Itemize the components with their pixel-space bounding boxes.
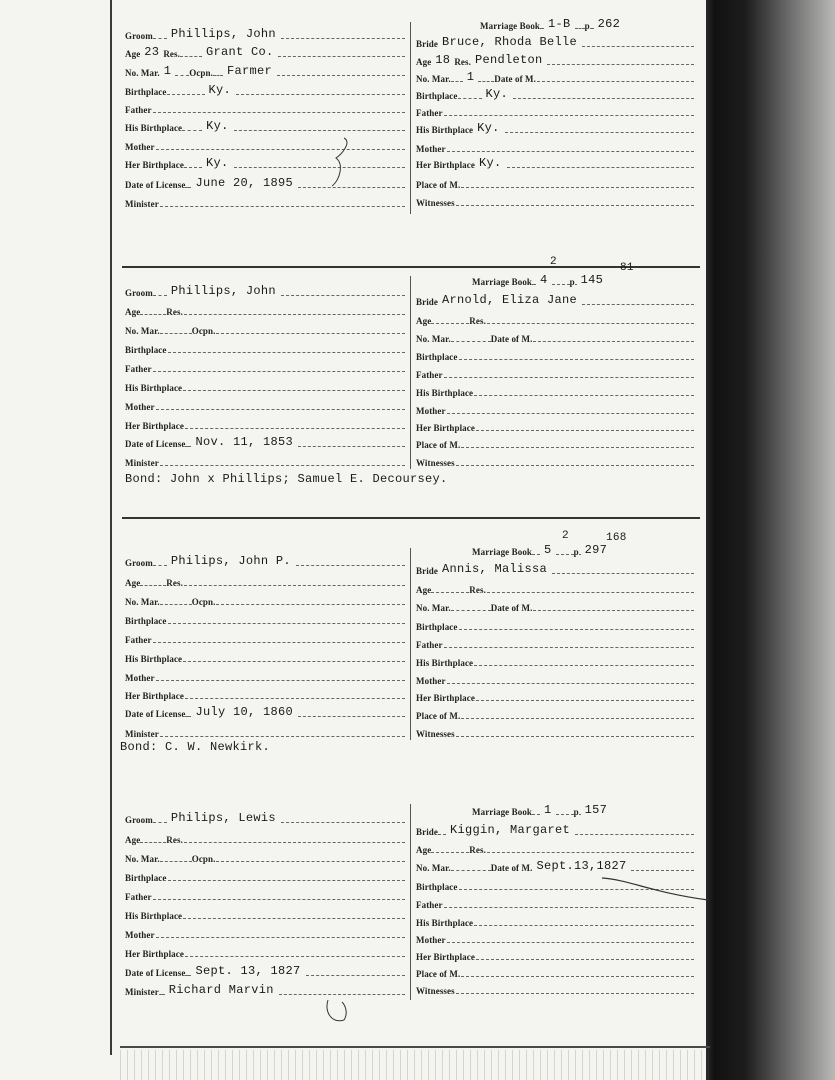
bride-her-birthplace-field: Her Birthplace Ky.: [416, 157, 694, 171]
ink-loop-mark: [322, 996, 352, 1026]
bride-name: Kiggin, Margaret: [450, 823, 571, 837]
groom-field: Groom Phillips, John: [125, 28, 405, 42]
bride-birthplace-field: Birthplace Ky.: [416, 88, 694, 102]
bride-no-mar-field: No. Mar. Date of M.: [416, 331, 694, 345]
his-birthplace-field: His Birthplace Ky.: [125, 120, 405, 134]
mother-field: Mother: [125, 927, 405, 941]
pen-stroke-mark: [600, 870, 710, 910]
bottom-rule: [120, 1046, 710, 1048]
witnesses-field: Witnesses: [416, 455, 694, 469]
pen-bracket-mark: [322, 134, 362, 224]
bride-birthplace-field: Birthplace: [416, 879, 694, 893]
bride-name: Bruce, Rhoda Belle: [442, 35, 578, 49]
no-mar-ocpn-field: No. Mar. Ocpn.: [125, 594, 405, 608]
witnesses-field: Witnesses: [416, 726, 694, 740]
date-of-license-field: Date of License June 20, 1895: [125, 177, 405, 191]
bride-birthplace-field: Birthplace: [416, 619, 694, 633]
bride-mother-field: Mother: [416, 403, 694, 417]
bride-father-field: Father: [416, 897, 694, 911]
place-of-m-field: Place of M.: [416, 966, 694, 980]
groom-residence: Grant Co.: [205, 45, 274, 59]
bride-age-res-field: Age 18 Res. Pendleton: [416, 54, 694, 68]
age-res-field: Age Res.: [125, 304, 405, 318]
bride-her-birthplace-field: Her Birthplace: [416, 420, 694, 434]
marriage-book-page-upper: 168: [606, 532, 627, 544]
page-edge-shadow: [706, 0, 835, 1080]
column-divider: [410, 804, 411, 1000]
father-field: Father: [125, 361, 405, 375]
bride-field: Bride Arnold, Eliza Jane: [416, 294, 694, 308]
her-birthplace-field: Her Birthplace: [125, 418, 405, 432]
bride-age-res-field: Age Res.: [416, 842, 694, 856]
groom-age: 23: [144, 45, 160, 59]
birthplace-field: Birthplace: [125, 613, 405, 627]
bride-field: Bride Bruce, Rhoda Belle: [416, 36, 694, 50]
license-date: July 10, 1860: [195, 705, 293, 719]
father-field: Father: [125, 102, 405, 116]
bride-name: Arnold, Eliza Jane: [442, 293, 578, 307]
bride-no-mar-field: No. Mar. 1 Date of M.: [416, 71, 694, 85]
bride-residence: Pendleton: [474, 53, 543, 67]
witnesses-field: Witnesses: [416, 195, 694, 209]
marriage-book-number: 1-B: [548, 17, 571, 31]
bride-his-birthplace-field: His Birthplace: [416, 385, 694, 399]
father-field: Father: [125, 889, 405, 903]
his-birthplace-field: His Birthplace: [125, 651, 405, 665]
bride-father-field: Father: [416, 367, 694, 381]
father-field: Father: [125, 632, 405, 646]
no-mar-ocpn-field: No. Mar. 1 Ocpn. Farmer: [125, 65, 405, 79]
place-of-m-field: Place of M.: [416, 177, 694, 191]
bride-father-field: Father: [416, 105, 694, 119]
place-of-m-field: Place of M.: [416, 437, 694, 451]
bride-no-mar: 1: [466, 70, 475, 84]
mother-field: Mother: [125, 139, 405, 153]
groom-name: Phillips, John: [170, 284, 276, 298]
marriage-book-page: 157: [584, 803, 608, 817]
marriage-book-number: 5: [544, 543, 552, 557]
marriage-book-page: 145: [580, 273, 604, 287]
bride-his-birthplace-field: His Birthplace: [416, 915, 694, 929]
bride-birthplace: Ky.: [485, 87, 509, 101]
minister-field: Minister: [125, 196, 405, 210]
bride-his-birthplace-field: His Birthplace Ky.: [416, 122, 694, 136]
minister-field: Minister: [125, 455, 405, 469]
license-date: June 20, 1895: [195, 176, 293, 190]
date-of-license-field: Date of License Nov. 11, 1853: [125, 436, 405, 450]
mother-field: Mother: [125, 670, 405, 684]
date-of-license-field: Date of License Sept. 13, 1827: [125, 965, 405, 979]
minister-field: Minister: [125, 726, 405, 740]
bride-age: 18: [435, 53, 451, 67]
marriage-book-number-upper: 2: [550, 256, 557, 268]
marriage-book-page: 297: [584, 543, 608, 557]
her-birthplace-field: Her Birthplace: [125, 946, 405, 960]
groom-field: Groom Phillips, John: [125, 285, 405, 299]
groom-field: Groom Philips, Lewis: [125, 812, 405, 826]
bride-no-mar-field: No. Mar. Date of M. Sept.13,1827: [416, 860, 694, 874]
license-date: Sept. 13, 1827: [195, 964, 301, 978]
bond-note: Bond: John x Phillips; Samuel E. Decoursey.: [125, 472, 448, 486]
father-birthplace: Ky.: [206, 119, 229, 133]
his-birthplace-field: His Birthplace: [125, 380, 405, 394]
no-mar-ocpn-field: No. Mar. Ocpn.: [125, 851, 405, 865]
bride-father-birthplace: Ky.: [477, 121, 500, 135]
bride-name: Annis, Malissa: [442, 562, 548, 576]
bride-her-birthplace-field: Her Birthplace: [416, 690, 694, 704]
marriage-book-page: 262: [597, 17, 621, 31]
witnesses-field: Witnesses: [416, 983, 694, 997]
bride-field: Bride Annis, Malissa: [416, 563, 694, 577]
column-divider: [410, 276, 411, 469]
mother-field: Mother: [125, 399, 405, 413]
marriage-book-field: Marriage Book 5 p 297: [472, 544, 658, 558]
marriage-book-number: 4: [540, 273, 548, 287]
minister-name: Richard Marvin: [168, 983, 274, 997]
her-birthplace-field: Her Birthplace: [125, 688, 405, 702]
card-divider-1: [122, 266, 700, 268]
groom-name: Philips, Lewis: [170, 811, 276, 825]
marriage-book-number-upper: 2: [562, 530, 569, 542]
groom-birthplace: Ky.: [208, 83, 232, 97]
groom-name: Phillips, John: [170, 27, 276, 41]
marriage-book-page-upper: 81: [620, 262, 634, 274]
bride-father-field: Father: [416, 637, 694, 651]
age-res-field: Age 23 Res. Grant Co.: [125, 46, 405, 60]
card-divider-2: [122, 517, 700, 519]
bride-his-birthplace-field: His Birthplace: [416, 655, 694, 669]
bride-mother-field: Mother: [416, 932, 694, 946]
bride-no-mar-field: No. Mar. Date of M.: [416, 600, 694, 614]
bond-note: Bond: C. W. Newkirk.: [120, 740, 271, 754]
mother-birthplace: Ky.: [205, 156, 229, 170]
groom-occupation: Farmer: [227, 64, 273, 78]
bride-birthplace-field: Birthplace: [416, 349, 694, 363]
bride-mother-birthplace: Ky.: [478, 156, 502, 170]
place-of-m-field: Place of M.: [416, 708, 694, 722]
left-margin-rule: [110, 0, 112, 1055]
marriage-book-field: Marriage Book 1 p 157: [472, 804, 658, 818]
marriage-book-field: Marriage Book 1-B p 262: [480, 18, 660, 32]
birthplace-field: Birthplace Ky.: [125, 84, 405, 98]
bride-age-res-field: Age Res.: [416, 582, 694, 596]
birthplace-field: Birthplace: [125, 342, 405, 356]
bride-date-of-marriage: Sept.13,1827: [536, 859, 627, 873]
marriage-book-number: 1: [544, 803, 552, 817]
his-birthplace-field: His Birthplace: [125, 908, 405, 922]
column-divider: [410, 548, 411, 740]
groom-name: Philips, John P.: [170, 554, 291, 568]
groom-no-mar: 1: [163, 64, 172, 78]
bride-mother-field: Mother: [416, 141, 694, 155]
bride-age-res-field: Age Res.: [416, 313, 694, 327]
no-mar-ocpn-field: No. Mar. Ocpn.: [125, 323, 405, 337]
age-res-field: Age Res.: [125, 575, 405, 589]
groom-field: Groom Philips, John P.: [125, 555, 405, 569]
bride-field: Bride Kiggin, Margaret: [416, 824, 694, 838]
bride-her-birthplace-field: Her Birthplace: [416, 949, 694, 963]
license-date: Nov. 11, 1853: [195, 435, 293, 449]
birthplace-field: Birthplace: [125, 870, 405, 884]
her-birthplace-field: Her Birthplace Ky.: [125, 157, 405, 171]
bride-mother-field: Mother: [416, 673, 694, 687]
minister-field: Minister Richard Marvin: [125, 984, 405, 998]
date-of-license-field: Date of License July 10, 1860: [125, 706, 405, 720]
age-res-field: Age Res.: [125, 832, 405, 846]
marriage-book-field: Marriage Book 4 p 145: [472, 274, 658, 288]
bottom-scan-noise: [120, 1050, 710, 1080]
column-divider: [410, 22, 411, 214]
